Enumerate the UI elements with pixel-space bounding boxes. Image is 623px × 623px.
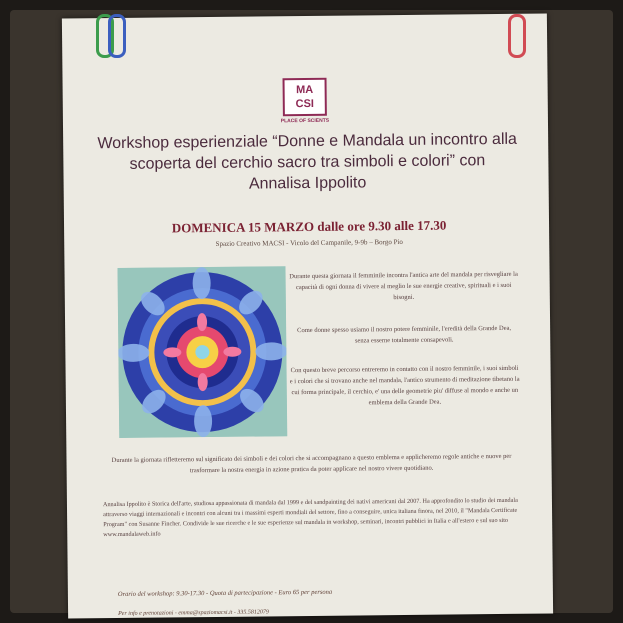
- paragraph-day: Durante la giornata rifletteremo sul significato dei simboli e dei colori che si accompagnano a questo emblema e applicheremo regole antiche e nuove per trasformare la nostra energia in azione pratica da poter applicare nel nostro vivere quotidiano.: [111, 452, 512, 475]
- logo-line-2: CSI: [295, 97, 315, 111]
- paragraph-bio: Annalisa Ippolito è Storica dell'arte, studiosa appassionata di mandala dal 1999 e del sandpainting dei nativi americani dal 2007. Ha approfondito lo studio dei mandala attraverso viaggi internazionali e incontri con alcuni tra i massimi esperti mondiali del settore, fino a conseguire, unica italiana finora, nel 2010, il "Mandala Certificate Program" con Susanne Fincher. Condivide le sue ricerche e le sue esperienze sul mandala in workshop, seminari, incontri pubblici in Italia e all'estero e sul suo sito www.mandalaweb.info: [102, 496, 518, 539]
- footer-contact: Per info e prenotazioni - emma@spaziomacsi.it - 335.5812079: [118, 609, 269, 617]
- logo-line-1: MA: [296, 83, 314, 97]
- event-venue: Spazio Creativo MACSI - Vicolo del Campanile, 9-9b – Borgo Pio: [215, 237, 403, 248]
- paragraph-path: Con questo breve percorso entreremo in contatto con il nostro femminile, i suoi simboli e i colori che si trovano anche nel mandala, l'antico strumento di meditazione tibetano la cui forma principale, il cerchio, e' una delle geometrie piu' diffuse al mondo e anche un emblema della Grande Dea.: [289, 364, 520, 407]
- poster-title: Workshop esperienziale “Donne e Mandala un incontro alla scoperta del cerchio sacro tra simboli e colori” con Annalisa Ippolito: [97, 130, 518, 193]
- event-date: DOMENICA 15 MARZO dalle ore 9.30 alle 17.30: [171, 217, 447, 236]
- paragraph-intro: Durante questa giornata il femminile incontra l'antica arte del mandala per risvegliare la capacità di ogni donna di vivere al meglio le sue energie creative, spirituali e i suoi bisogni.: [289, 270, 518, 302]
- mandala-graphic: [117, 266, 287, 438]
- poster: [62, 13, 553, 618]
- footer-schedule: Orario del workshop: 9.30-17.30 - Quota di partecipazione - Euro 65 per persona: [117, 588, 333, 599]
- logo-tagline: PLACE OF SCIENTS: [280, 117, 330, 125]
- mandala-image: [117, 266, 287, 438]
- paragraph-power: Come donne spesso usiamo il nostro potere femminile, l'eredità della Grande Dea, senza esserne totalmente consapevoli.: [297, 324, 512, 345]
- macsi-logo: [280, 78, 330, 125]
- paper-clip-red-icon: [508, 14, 526, 58]
- paper-clip-blue-icon: [108, 14, 126, 58]
